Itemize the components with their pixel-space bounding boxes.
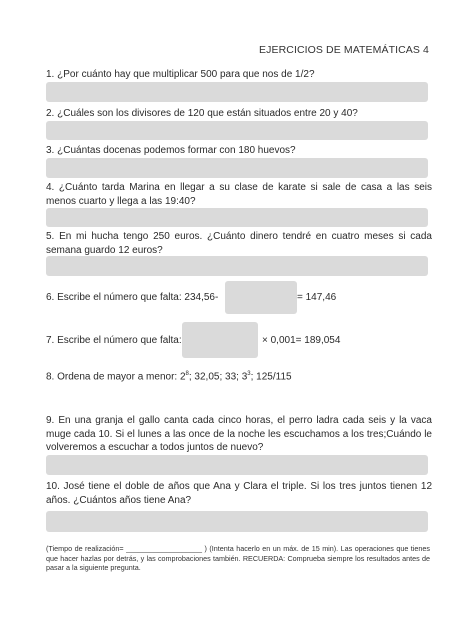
question-5: 5. En mi hucha tengo 250 euros. ¿Cuánto dinero tendré en cuatro meses si cada semana guardo 12 euros? bbox=[46, 231, 432, 256]
answer-box-1[interactable] bbox=[46, 82, 428, 102]
footer-instructions: (Tiempo de realización= ___________________ ) (Intenta hacerlo en un máx. de 15 min). Las operaciones que tienes que hacer hazlas por detrás, y las comprobaciones también. RECUERDA: Comprueba siempre los resultados antes de pasar a la siguiente pregunta. bbox=[46, 544, 430, 573]
question-8-exp-2: 3 bbox=[247, 371, 251, 377]
question-8-mid: ; 32,05; 33; 3 bbox=[188, 371, 248, 383]
question-6 bbox=[46, 292, 218, 303]
answer-box-5[interactable] bbox=[46, 256, 428, 276]
question-8-suffix: ; 125/115 bbox=[250, 371, 292, 383]
answer-box-10[interactable] bbox=[46, 511, 428, 532]
question-7-suffix: × 0,001= 189,054 bbox=[262, 335, 341, 346]
answer-box-2[interactable] bbox=[46, 121, 428, 140]
question-7-prefix: 7. Escribe el número que falta: bbox=[46, 335, 182, 346]
answer-box-9[interactable] bbox=[46, 455, 428, 475]
question-2: 2. ¿Cuáles son los divisores de 120 que están situados entre 20 y 40? bbox=[46, 108, 358, 119]
question-9: 9. En una granja el gallo canta cada cinco horas, el perro ladra cada seis y la vaca muge cada 10. Si el lunes a las once de la noche les escuchamos a los tres;Cuándo le volveremos a escuchar a todos juntos de nuevo? bbox=[46, 415, 432, 453]
title-bold: MATEMÁTICAS bbox=[343, 44, 421, 56]
question-8-prefix: 8. Ordena de mayor a menor: 2 bbox=[46, 371, 186, 383]
question-6-prefix: 6. Escribe el número que falta: 234,56- bbox=[46, 292, 219, 303]
question-1: 1. ¿Por cuánto hay que multiplicar 500 para que nos de 1/2? bbox=[46, 69, 315, 80]
question-6-suffix: = 147,46 bbox=[297, 292, 337, 303]
question-7 bbox=[46, 335, 182, 346]
question-8-exp-1: 8 bbox=[185, 371, 189, 377]
answer-box-3[interactable] bbox=[46, 158, 428, 178]
question-3: 3. ¿Cuántas docenas podemos formar con 180 huevos? bbox=[46, 145, 296, 156]
title-suffix: 4 bbox=[420, 44, 429, 56]
answer-box-4[interactable] bbox=[46, 208, 428, 227]
question-8 bbox=[46, 368, 432, 384]
answer-box-7[interactable] bbox=[182, 322, 258, 358]
question-10: 10. José tiene el doble de años que Ana y Clara el triple. Si los tres juntos tienen 12 años. ¿Cuántos años tiene Ana? bbox=[46, 481, 432, 506]
page-title bbox=[259, 44, 429, 56]
answer-box-6[interactable] bbox=[225, 281, 297, 314]
title-prefix: EJERCICIOS DE bbox=[259, 44, 344, 56]
question-4: 4. ¿Cuánto tarda Marina en llegar a su clase de karate si sale de casa a las seis menos cuarto y llega a las 19:40? bbox=[46, 182, 432, 207]
